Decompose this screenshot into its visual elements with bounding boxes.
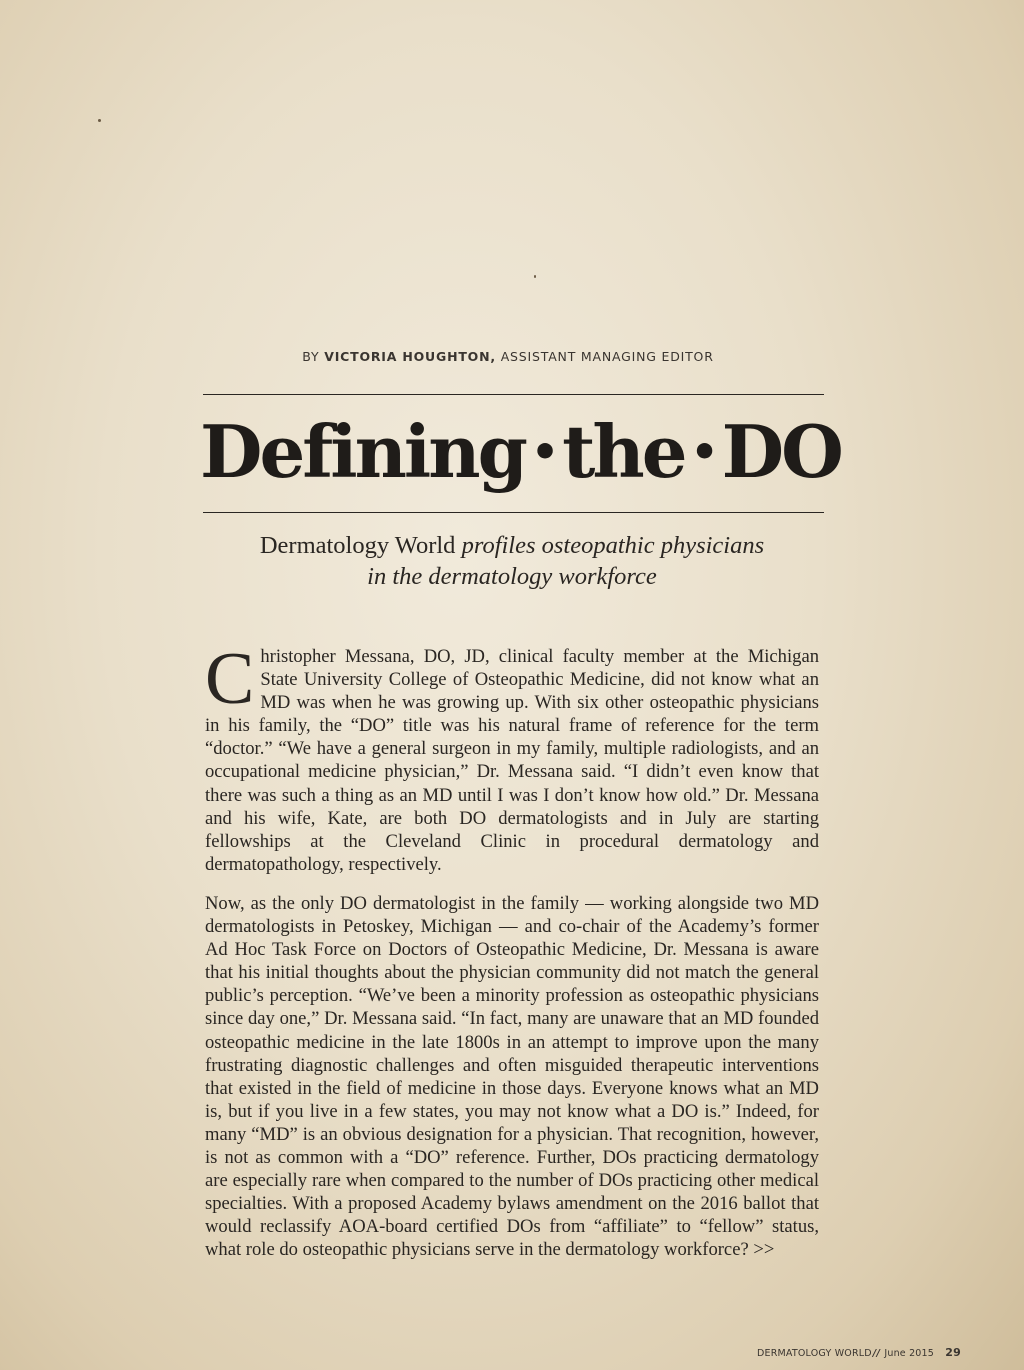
title-separator: • — [690, 427, 716, 478]
article-paragraph-2 — [205, 892, 819, 1262]
paragraph-1-text: hristopher Messana, DO, JD, clinical faculty member at the Michigan State University College of Osteopathic Medicine, did not know what an MD was when he was growing up. With six other osteopathic physicians in his family, the “DO” title was his natural frame of reference for the term “doctor.” “We have a general surgeon in my family, multiple radiologists, and an occupational medicine physician,” Dr. Messana said. “I didn’t even know that there was such a thing as an MD until I was I don’t know how old.” Dr. Messana and his wife, Kate, are both DO dermatologists and in July are starting fellowships at the Cleveland Clinic in procedural dermatology and dermatopathology, respectively. — [205, 646, 819, 875]
subtitle-line2: in the dermatology workforce — [367, 563, 657, 590]
paper-speck — [534, 275, 536, 278]
title-word-do: DO — [721, 409, 841, 494]
drop-cap: C — [205, 638, 255, 720]
subtitle-publication: Dermatology World — [259, 532, 456, 559]
subtitle-line1-rest: profiles osteopathic physicians — [461, 532, 765, 559]
title-bottom-rule — [203, 512, 824, 513]
footer-date: June 2015 — [884, 1348, 935, 1359]
byline-prefix: BY — [302, 349, 320, 364]
byline-author: VICTORIA HOUGHTON, — [324, 349, 496, 364]
footer-separator: // — [872, 1348, 881, 1359]
byline — [0, 349, 1016, 364]
article-paragraph-1 — [205, 638, 819, 876]
article-subtitle — [220, 530, 804, 592]
byline-role: ASSISTANT MANAGING EDITOR — [500, 349, 714, 364]
footer-publication: DERMATOLOGY WORLD — [757, 1348, 872, 1359]
title-word-defining: Defining — [200, 409, 525, 494]
paragraph-2-text: Now, as the only DO dermatologist in the family — working alongside two MD dermatologists in Petoskey, Michigan — and co-chair of the Academy’s former Ad Hoc Task Force on Doctors of Osteopathic Medicine, Dr. Messana is aware that his initial thoughts about the physician community did not match the general public’s perception. “We’ve been a minority profession as osteopathic physicians since day one,” Dr. Messana said. “In fact, many are unaware that an MD founded osteopathic medicine in the late 1800s in an attempt to improve upon the many frustrating diagnostic challenges and often misguided therapeutic interventions that existed in the field of medicine in those days. Everyone knows what an MD is, but if you live in a few states, you may not know what a DO is.” Indeed, for many “MD” is an obvious designation for a physician. That recognition, however, is not as common with a “DO” reference. Further, DOs practicing dermatology are especially rare when compared to the number of DOs practicing other medical specialties. With a proposed Academy bylaws amendment on the 2016 ballot that would reclassify AOA-board certified DOs from “affiliate” to “fellow” status, what role do osteopathic physicians serve in the dermatology workforce? >> — [205, 893, 819, 1261]
page-number: 29 — [945, 1346, 961, 1359]
page-footer — [757, 1346, 961, 1359]
title-word-the: the — [562, 409, 685, 494]
title-separator: • — [530, 427, 557, 478]
paper-speck — [98, 119, 101, 122]
article-title — [200, 402, 841, 503]
title-top-rule — [203, 394, 824, 395]
